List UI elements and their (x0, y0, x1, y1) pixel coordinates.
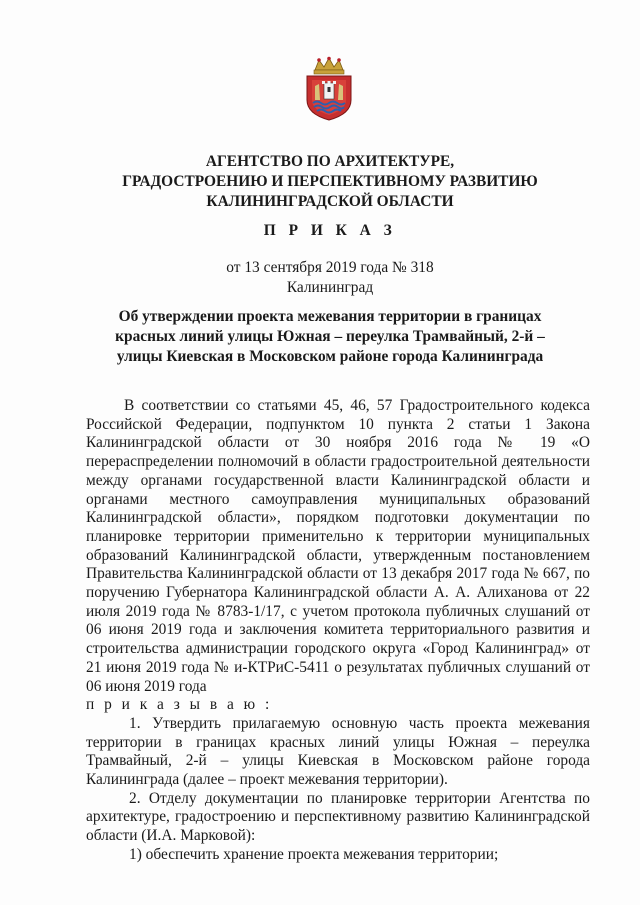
coat-of-arms-icon (301, 56, 357, 122)
order-command: п р и к а з ы в а ю : (86, 696, 273, 714)
agency-line: АГЕНТСТВО ПО АРХИТЕКТУРЕ, (205, 153, 455, 170)
city-name: Калининград (286, 279, 374, 296)
order-item-2: 2. Отделу документации по планировке территории Агентства по архитектуре, градостроению и перспективному развитию Калининградской области (И.А. Марковой): (86, 789, 590, 845)
subject-line: улицы Киевская в Московском районе города Калининграда (116, 348, 544, 365)
subject-line: Об утверждении проекта межевания территории в границах (118, 308, 542, 325)
order-item-1: 1. Утвердить прилагаемую основную часть проекта межевания территории в границах красных линий улицы Южная – переулка Трамвайный, 2-й – улицы Киевская в Московском районе города Калининграда (далее – проект межевания территории). (86, 714, 590, 789)
order-subject (100, 307, 560, 367)
preamble-paragraph: В соответствии со статьями 45, 46, 57 Градостроительного кодекса Российской Федерации, подпунктом 10 пункта 2 статьи 1 Закона Калининградской области от 30 ноября 2016 года № 19 «О перераспределении полномочий в области градостроительной деятельности между органами государственной власти Калининградской области и органами местного самоуправления муниципальных образований Калининградской области», порядком подготовки документации по планировке территории применительно к территории муниципальных образований Калининградской области, утвержденным постановлением Правительства Калининградской области от 13 декабря 2017 года № 667, по поручению Губернатора Калининградской области А. А. Алиханова от 22 июля 2019 года № 8783-1/17, с учетом протокола публичных слушаний от 06 июня 2019 года и заключения комитета территориального развития и строительства администрации городского округа «Город Калининград» от 21 июня 2019 года № и-КТРиС-5411 о результатах публичных слушаний от 06 июня 2019 года (86, 397, 590, 695)
order-body (86, 397, 590, 865)
date-and-number: от 13 сентября 2019 года № 318 (226, 259, 434, 276)
agency-name (60, 152, 600, 212)
agency-line: ГРАДОСТРОЕНИЮ И ПЕРСПЕКТИВНОМУ РАЗВИТИЮ (122, 173, 538, 190)
order-item-2-subitem-1: 1) обеспечить хранение проекта межевания территории; (129, 845, 499, 863)
subject-line: красных линий улицы Южная – переулка Трамвайный, 2-й – (115, 328, 545, 345)
agency-line: КАЛИНИНГРАДСКОЙ ОБЛАСТИ (206, 193, 454, 210)
document-type-heading: П Р И К А З (263, 222, 397, 239)
document-meta (60, 258, 600, 298)
